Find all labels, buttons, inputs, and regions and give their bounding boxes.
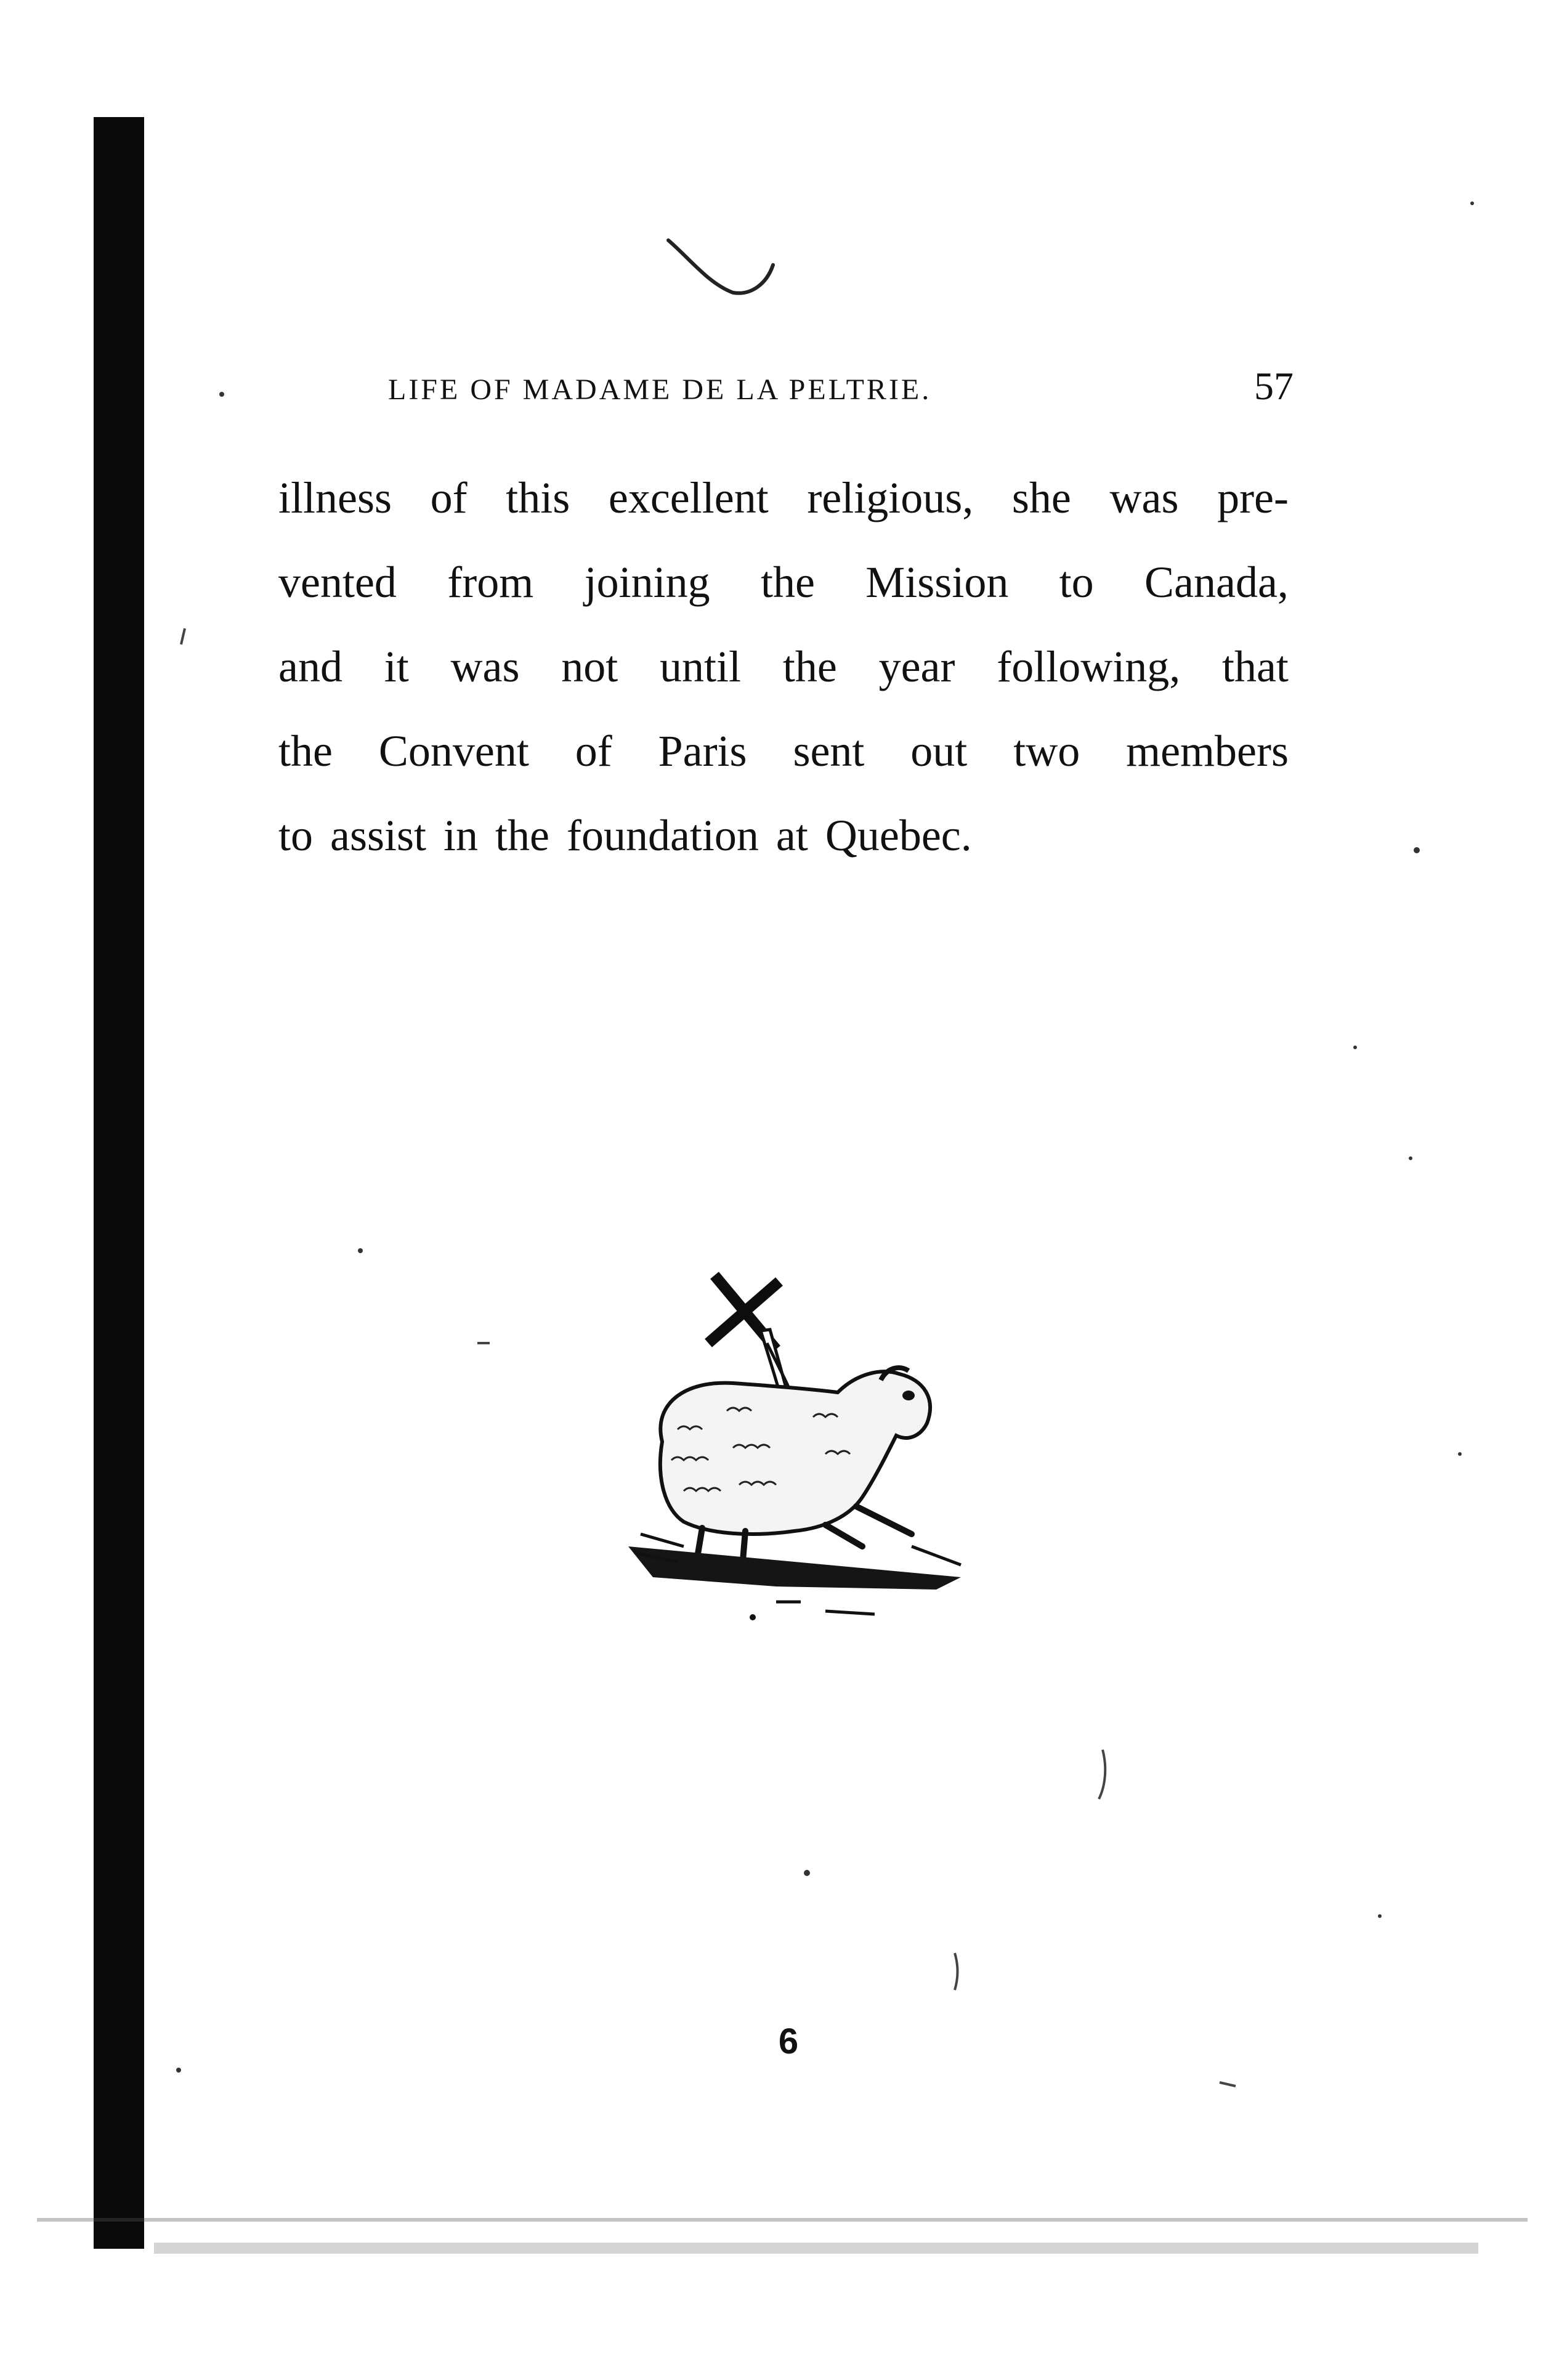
text-line: [278, 625, 1289, 709]
word: until: [660, 642, 742, 691]
page-number: 57: [1254, 364, 1294, 408]
word: the: [760, 558, 815, 607]
word: religious,: [807, 473, 974, 522]
word: and: [278, 642, 342, 691]
word: this: [506, 473, 570, 522]
word: it: [384, 642, 409, 691]
word: Mission: [865, 558, 1009, 607]
word: following,: [997, 642, 1181, 691]
word: joining: [584, 558, 710, 607]
word: that: [1221, 642, 1289, 691]
word: was: [450, 642, 520, 691]
word: Paris: [658, 726, 747, 776]
word: vented: [278, 558, 397, 607]
text-line: to assist in the foundation at Quebec.: [278, 811, 972, 860]
word: of: [430, 473, 468, 522]
word: excellent: [608, 473, 769, 522]
word: she: [1011, 473, 1071, 522]
word: out: [910, 726, 968, 776]
word: Convent: [378, 726, 529, 776]
word: members: [1126, 726, 1289, 776]
word: was: [1109, 473, 1179, 522]
word: Canada,: [1144, 558, 1289, 607]
word: illness: [278, 473, 392, 522]
text-line: [278, 456, 1289, 540]
word: pre-: [1217, 473, 1289, 522]
word: sent: [793, 726, 865, 776]
running-head: [388, 363, 1294, 419]
body-paragraph: [278, 456, 1289, 878]
word: the: [278, 726, 333, 776]
signature-mark: 6: [778, 2021, 799, 2061]
text-line: [278, 540, 1289, 625]
binding-shadow: [94, 117, 144, 2249]
word: of: [575, 726, 612, 776]
word: to: [1059, 558, 1094, 607]
text-line: [278, 709, 1289, 794]
word: not: [561, 642, 618, 691]
running-title: LIFE OF MADAME DE LA PELTRIE.: [388, 373, 932, 406]
word: two: [1013, 726, 1080, 776]
word: from: [447, 558, 534, 607]
lamb-with-cross-icon: [591, 1257, 998, 1663]
pencil-check-mark: [665, 234, 788, 302]
word: the: [782, 642, 837, 691]
word: year: [878, 642, 955, 691]
